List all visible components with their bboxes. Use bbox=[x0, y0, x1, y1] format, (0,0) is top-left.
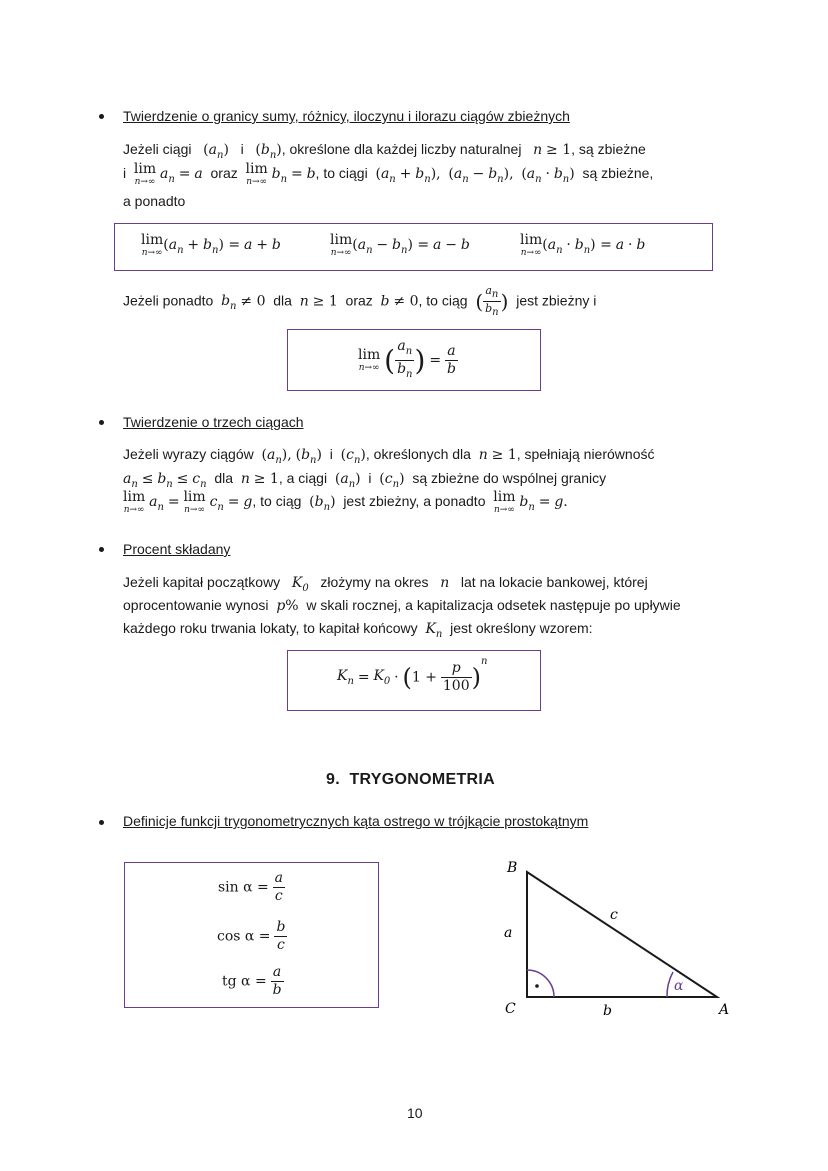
alpha-angle-arc bbox=[667, 972, 673, 997]
side-label-b: b bbox=[603, 1003, 612, 1019]
paragraph-1-line-2: i lim n→∞ $a_n = a$ oraz lim n→∞ $b_n = b$, to ciągi $(a_n + b_n)$, $(a_n - b_n)$, $(a_n \cdot b_n)$ są zbieżne, bbox=[123, 161, 654, 187]
formula-cos: cos α = $\frac{b}{c}$ bbox=[217, 919, 286, 953]
paragraph-1-line-3: a ponadto bbox=[123, 193, 186, 209]
formula-compound-interest: $K_n = K_0 \cdot (1$ + $\frac{p}{100}$ )$^n$ bbox=[337, 656, 488, 694]
paragraph-2-line-3: lim n→∞ $a_n$ = lim n→∞ $c_n = g$, to ciąg $(b_n)$ jest zbieżny, a ponadto lim n→∞ $b_n = g$. bbox=[123, 489, 568, 515]
right-angle-dot bbox=[535, 984, 539, 988]
formula-limit-difference: lim n→∞ $(a_n - b_n) = a - b$ bbox=[330, 232, 470, 258]
paragraph-3-line-1: Jeżeli kapitał początkowy $K_0$ złożymy na okres n lat na lokacie bankowej, której bbox=[123, 574, 648, 594]
formula-limit-sum: lim n→∞ $(a_n + b_n) = a + b$ bbox=[141, 232, 281, 258]
heading-trig-definitions: Definicje funkcji trygonometrycznych kąta ostrego w trójkącie prostokątnym bbox=[123, 813, 589, 829]
bullet-3 bbox=[99, 547, 104, 552]
paragraph-1-line-1: Jeżeli ciągi $(a_n)$ i $(b_n)$, określone dla każdej liczby naturalnej n ≥ 1, są zbieżne bbox=[123, 141, 646, 161]
bullet-2 bbox=[99, 420, 104, 425]
formula-limit-quotient: lim n→∞ ( $\frac{a_n}{b_n}$ ) = $\frac{a}{b}$ bbox=[358, 338, 456, 380]
paragraph-2-line-1: Jeżeli wyrazy ciągów $(a_n)$, $(b_n)$ i $(c_n)$, określonych dla n ≥ 1, spełniają nierówność bbox=[123, 446, 655, 466]
paragraph-3-line-3: każdego roku trwania lokaty, to kapitał końcowy $K_n$ jest określony wzorem: bbox=[123, 620, 593, 640]
heading-compound-interest: Procent składany bbox=[123, 541, 231, 557]
paragraph-2-line-2: $a_n \le b_n \le c_n$ dla n ≥ 1, a ciągi $(a_n)$ i $(c_n)$ są zbieżne do wspólnej granicy bbox=[123, 470, 607, 490]
bullet-1 bbox=[99, 114, 104, 119]
bullet-4 bbox=[99, 820, 104, 825]
formula-limit-product: lim n→∞ $(a_n \cdot b_n) = a \cdot b$ bbox=[520, 232, 646, 258]
heading-limit-theorem: Twierdzenie o granicy sumy, różnicy, iloczynu i ilorazu ciągów zbieżnych bbox=[123, 108, 570, 124]
side-label-a: a bbox=[504, 925, 513, 941]
triangle-shape bbox=[527, 872, 717, 997]
vertex-label-c: C bbox=[505, 1001, 516, 1017]
right-triangle-diagram bbox=[495, 850, 745, 1025]
page-number: 10 bbox=[407, 1105, 423, 1121]
right-angle-arc bbox=[527, 970, 554, 997]
angle-label-alpha: α bbox=[674, 978, 684, 994]
paragraph-1-line-4: Jeżeli ponadto $b_n \ne 0$ dla n ≥ 1 oraz b ≠ 0, to ciąg ( $\frac{a_n}{b_n}$ ) jest zbieżny i bbox=[123, 284, 597, 319]
paragraph-3-line-2: oprocentowanie wynosi p% w skali rocznej, a kapitalizacja odsetek następuje po upływie bbox=[123, 597, 681, 614]
heading-squeeze-theorem: Twierdzenie o trzech ciągach bbox=[123, 414, 304, 430]
section-title-trigonometry: 9. TRYGONOMETRIA bbox=[326, 771, 495, 788]
formula-sin: sin α = $\frac{a}{c}$ bbox=[218, 870, 284, 904]
side-label-c: c bbox=[610, 907, 618, 923]
vertex-label-a: A bbox=[719, 1002, 730, 1018]
vertex-label-b: B bbox=[507, 860, 518, 876]
formula-tg: tg α = $\frac{a}{b}$ bbox=[222, 964, 282, 998]
